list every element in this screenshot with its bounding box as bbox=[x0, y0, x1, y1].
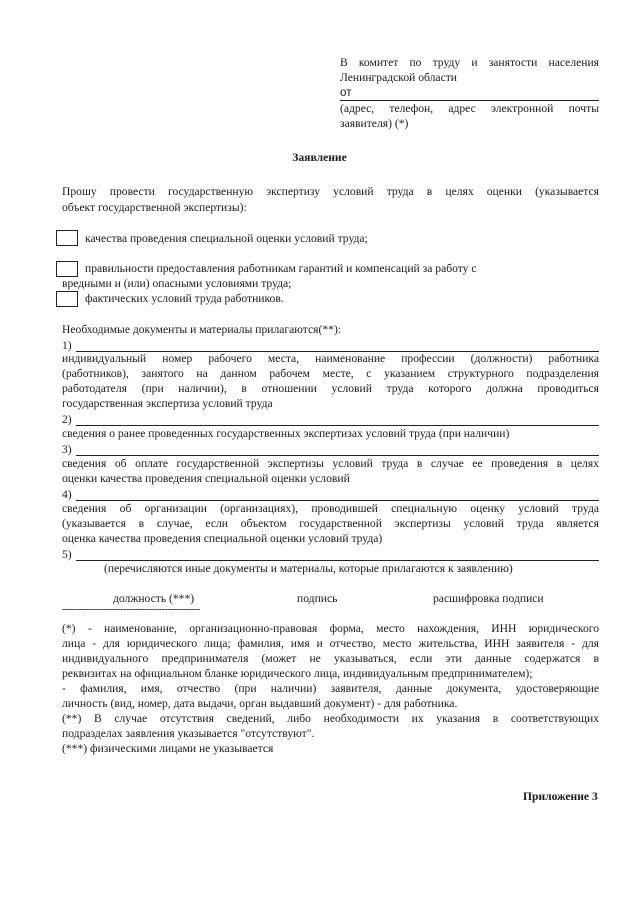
attachment-line bbox=[76, 425, 599, 426]
footnote-line: (**) В случае отсутствия сведений, либо необходимости их указания в соответствующих bbox=[62, 712, 599, 725]
addressee-from: от bbox=[340, 86, 352, 99]
attachment-desc: сведения о ранее проведенных государственных экспертизах условий труда (при наличии) bbox=[62, 427, 510, 440]
attachment-number: 3) bbox=[62, 443, 72, 456]
attachment-line bbox=[76, 560, 599, 561]
option-guarantees-line-2: вредными и (или) опасными условиями труда; bbox=[62, 277, 292, 290]
attachment-number: 4) bbox=[62, 488, 72, 501]
attachment-desc: работодателя (при наличии), в отношении условий труда которого должна проводиться bbox=[62, 382, 599, 395]
attachment-desc: индивидуальный номер рабочего места, наименование профессии (должности) работника bbox=[62, 352, 599, 365]
addressee-line bbox=[340, 100, 599, 101]
addressee-line-2: Ленинградской области bbox=[340, 71, 457, 84]
request-line-2: объект государственной экспертизы): bbox=[62, 201, 247, 214]
attachment-desc: сведения об оплате государственной экспертизы условий труда в случае ее проведения в целях bbox=[62, 457, 599, 470]
document-title: Заявление bbox=[292, 151, 347, 164]
attachment-line bbox=[76, 500, 599, 501]
footnote-line: индивидуального предпринимателя (может не указываться, если эти данные содержатся в bbox=[62, 652, 599, 665]
checkbox-actual-conditions[interactable] bbox=[56, 291, 78, 307]
footnote-line: реквизитах на официальном бланке юридического лица, индивидуальным предпринимателем); bbox=[62, 667, 533, 680]
option-actual-conditions: фактических условий труда работников. bbox=[85, 292, 284, 305]
attachment-desc: оценка качества проведения специальной оценки условий труда) bbox=[62, 532, 383, 545]
signature-decode-label: расшифровка подписи bbox=[433, 592, 544, 605]
footnote-line: подразделах заявления указывается "отсутствуют". bbox=[62, 727, 315, 740]
footnote-line: личность (вид, номер, дата выдачи, орган выдавший документ) - для работника. bbox=[62, 697, 458, 710]
request-line-1: Прошу провести государственную экспертизу условий труда в целях оценки (указывается bbox=[62, 185, 599, 198]
attachment-line bbox=[76, 455, 599, 456]
checkbox-assessment-quality[interactable] bbox=[56, 230, 78, 246]
addressee-hint-1: (адрес, телефон, адрес электронной почты bbox=[340, 102, 599, 115]
attachment-desc: (перечисляются иные документы и материалы, которые прилагаются к заявлению) bbox=[104, 562, 513, 575]
attachment-number: 1) bbox=[62, 339, 72, 352]
footnote-line: лица - для юридического лица; фамилия, имя и отчество, место жительства, ИНН заявителя - для bbox=[62, 637, 599, 650]
attachments-heading: Необходимые документы и материалы прилагаются(**): bbox=[62, 323, 342, 336]
attachment-number: 5) bbox=[62, 548, 72, 561]
option-guarantees-line-1: правильности предоставления работникам гарантий и компенсаций за работу с bbox=[85, 262, 477, 275]
addressee-hint-2: заявителя) (*) bbox=[340, 117, 409, 130]
attachment-desc: (работников), занятого на данном рабочем месте, с указанием структурного подразделения bbox=[62, 367, 599, 380]
signature-position-label: должность (***) bbox=[113, 592, 195, 605]
attachment-desc: сведения об организации (организациях), проводившей специальную оценку условий труда bbox=[62, 502, 599, 515]
signature-sign-label: подпись bbox=[297, 592, 338, 605]
footnote-line: (*) - наименование, организационно-правовая форма, место нахождения, ИНН юридического bbox=[62, 622, 599, 635]
checkbox-guarantees[interactable] bbox=[56, 261, 78, 277]
footnote-line: - фамилия, имя, отчество (при наличии) заявителя, данные документа, удостоверяющие bbox=[62, 682, 599, 695]
separator: ----------------------------------------------- bbox=[62, 604, 200, 615]
attachment-number: 2) bbox=[62, 413, 72, 426]
attachment-desc: государственная экспертиза условий труда bbox=[62, 397, 273, 410]
footnote-line: (***) физическими лицами не указывается bbox=[62, 742, 274, 755]
addressee-line-1: В комитет по труду и занятости населения bbox=[340, 56, 599, 69]
attachment-desc: оценки качества проведения специальной оценки условий bbox=[62, 472, 350, 485]
appendix-label: Приложение 3 bbox=[523, 790, 598, 803]
option-assessment-quality: качества проведения специальной оценки условий труда; bbox=[85, 232, 368, 245]
attachment-desc: (указывается в случае, если объектом государственной экспертизы условий труда является bbox=[62, 517, 599, 530]
